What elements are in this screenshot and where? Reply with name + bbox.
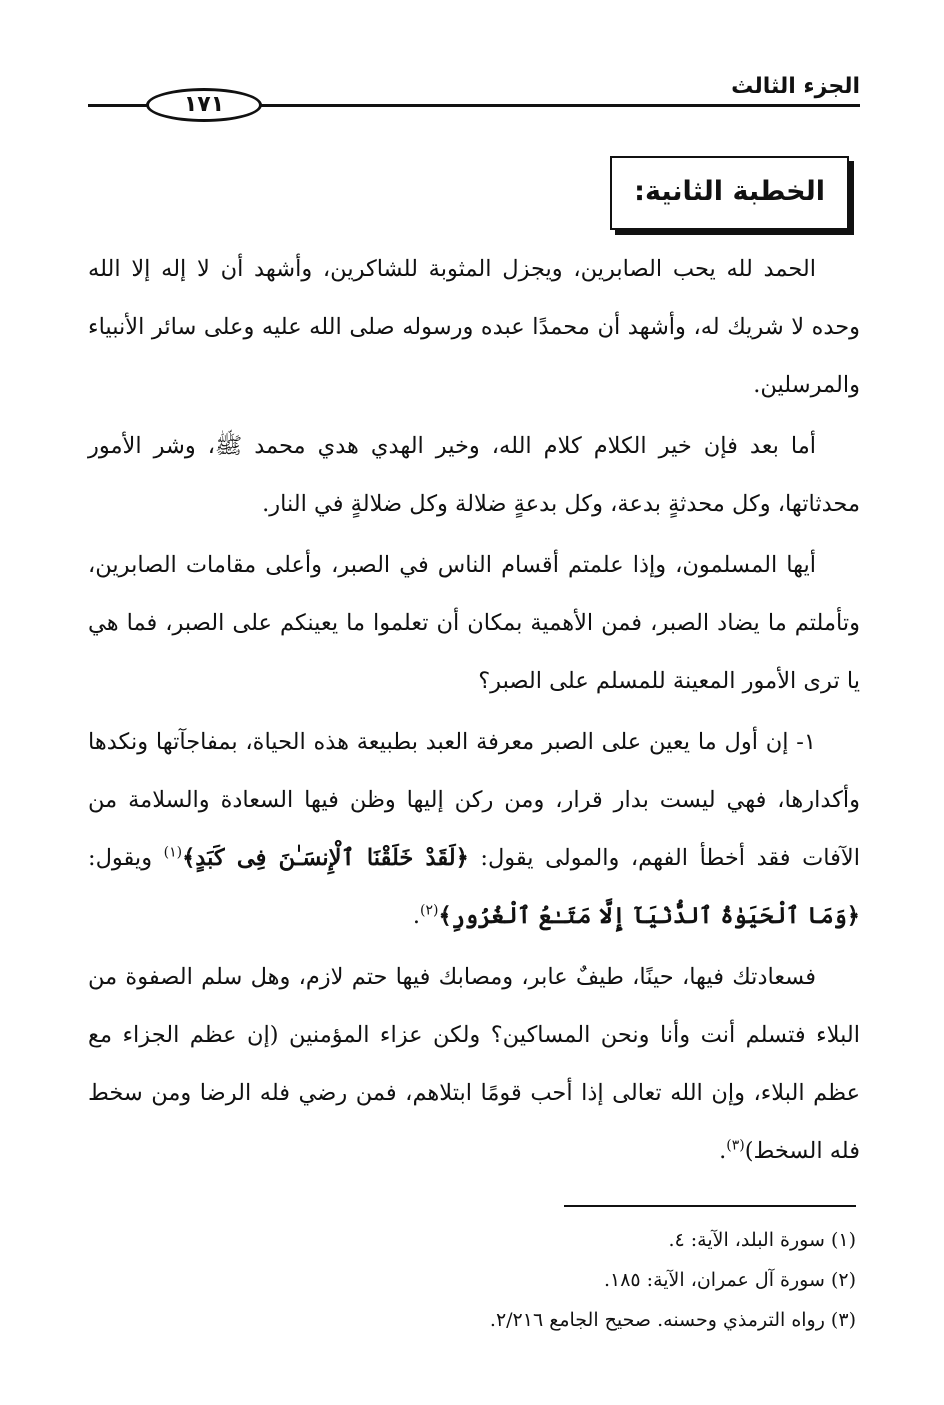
paragraph-point-one (88, 713, 860, 945)
quran-verse: ﴿وَمَا ٱلْحَيَوٰةُ ٱلدُّنْيَآ إِلَّا مَتَـٰعُ ٱلْغُرُورِ﴾ (438, 903, 860, 929)
footnote-ref: (٣) (726, 1137, 745, 1154)
point-one-end: . (412, 903, 421, 929)
footnote: (٢) سورة آل عمران، الآية: ١٨٥. (603, 1269, 856, 1291)
consolation-text: فسعادتك فيها، حينًا، طيفٌ عابر، ومصابك فيها حتم لازم، وهل سلم الصفوة من البلاء فتسلم أنت وأنا ونحن المساكين؟ ولكن عزاء المؤمنين (إن عظم الجزاء مع عظم البلاء، وإن الله تعالى إذا أحب قومًا ابتلاهم، فمن رضي فله الرضا ومن سخط فله السخط) (88, 964, 860, 1164)
paragraph-address: أيها المسلمون، وإذا علمتم أقسام الناس في الصبر، وأعلى مقامات الصابرين، وتأملتم ما يضاد الصبر، فمن الأهمية بمكان أن تعلموا ما يعينكم على الصبر، فما هي يا ترى الأمور المعينة للمسلم على الصبر؟ (88, 552, 860, 694)
footnote: (٣) رواه الترمذي وحسنه. صحيح الجامع ٢/٢١٦. (489, 1309, 856, 1331)
quran-verse: ﴿لَقَدْ خَلَقْنَا ٱلْإِنسَـٰنَ فِى كَبَدٍ﴾ (182, 845, 469, 871)
consolation-end: . (719, 1138, 727, 1164)
paragraph-opening: الحمد لله يحب الصابرين، ويجزل المثوبة للشاكرين، وأشهد أن لا إله إلا الله وحده لا شريك له، وأشهد أن محمدًا عبده ورسوله صلى الله عليه وعلى سائر الأنبياء والمرسلين. (88, 256, 860, 398)
page-number: ١٧١ (146, 88, 262, 122)
part-title: الجزء الثالث (731, 74, 860, 99)
footnote: (١) سورة البلد، الآية: ٤. (668, 1229, 856, 1251)
point-one-text: ١- إن أول ما يعين على الصبر معرفة العبد بطبيعة هذه الحياة، بمفاجآتها ونكدها وأكدارها، فهي ليست بدار قرار، ومن ركن إليها وظن فيها السعادة والسلامة من الآفات فقد أخطأ الفهم، والمولى يقول: (88, 729, 860, 871)
section-heading: الخطبة الثانية: (610, 156, 849, 230)
running-header (88, 70, 860, 120)
paragraph-hadith: أما بعد فإن خير الكلام كلام الله، وخير الهدي هدي محمد ﷺ، وشر الأمور محدثاتها، وكل محدثةٍ بدعة، وكل بدعةٍ ضلالة وكل ضلالةٍ في النار. (88, 433, 860, 517)
footnote-ref: (٢) (420, 902, 439, 919)
body-text (88, 240, 860, 1180)
point-one-connector: ويقول: (88, 845, 164, 871)
footnotes (84, 1220, 856, 1340)
footnote-ref: (١) (163, 844, 183, 861)
paragraph-consolation (88, 948, 860, 1180)
footnote-separator (564, 1205, 856, 1207)
